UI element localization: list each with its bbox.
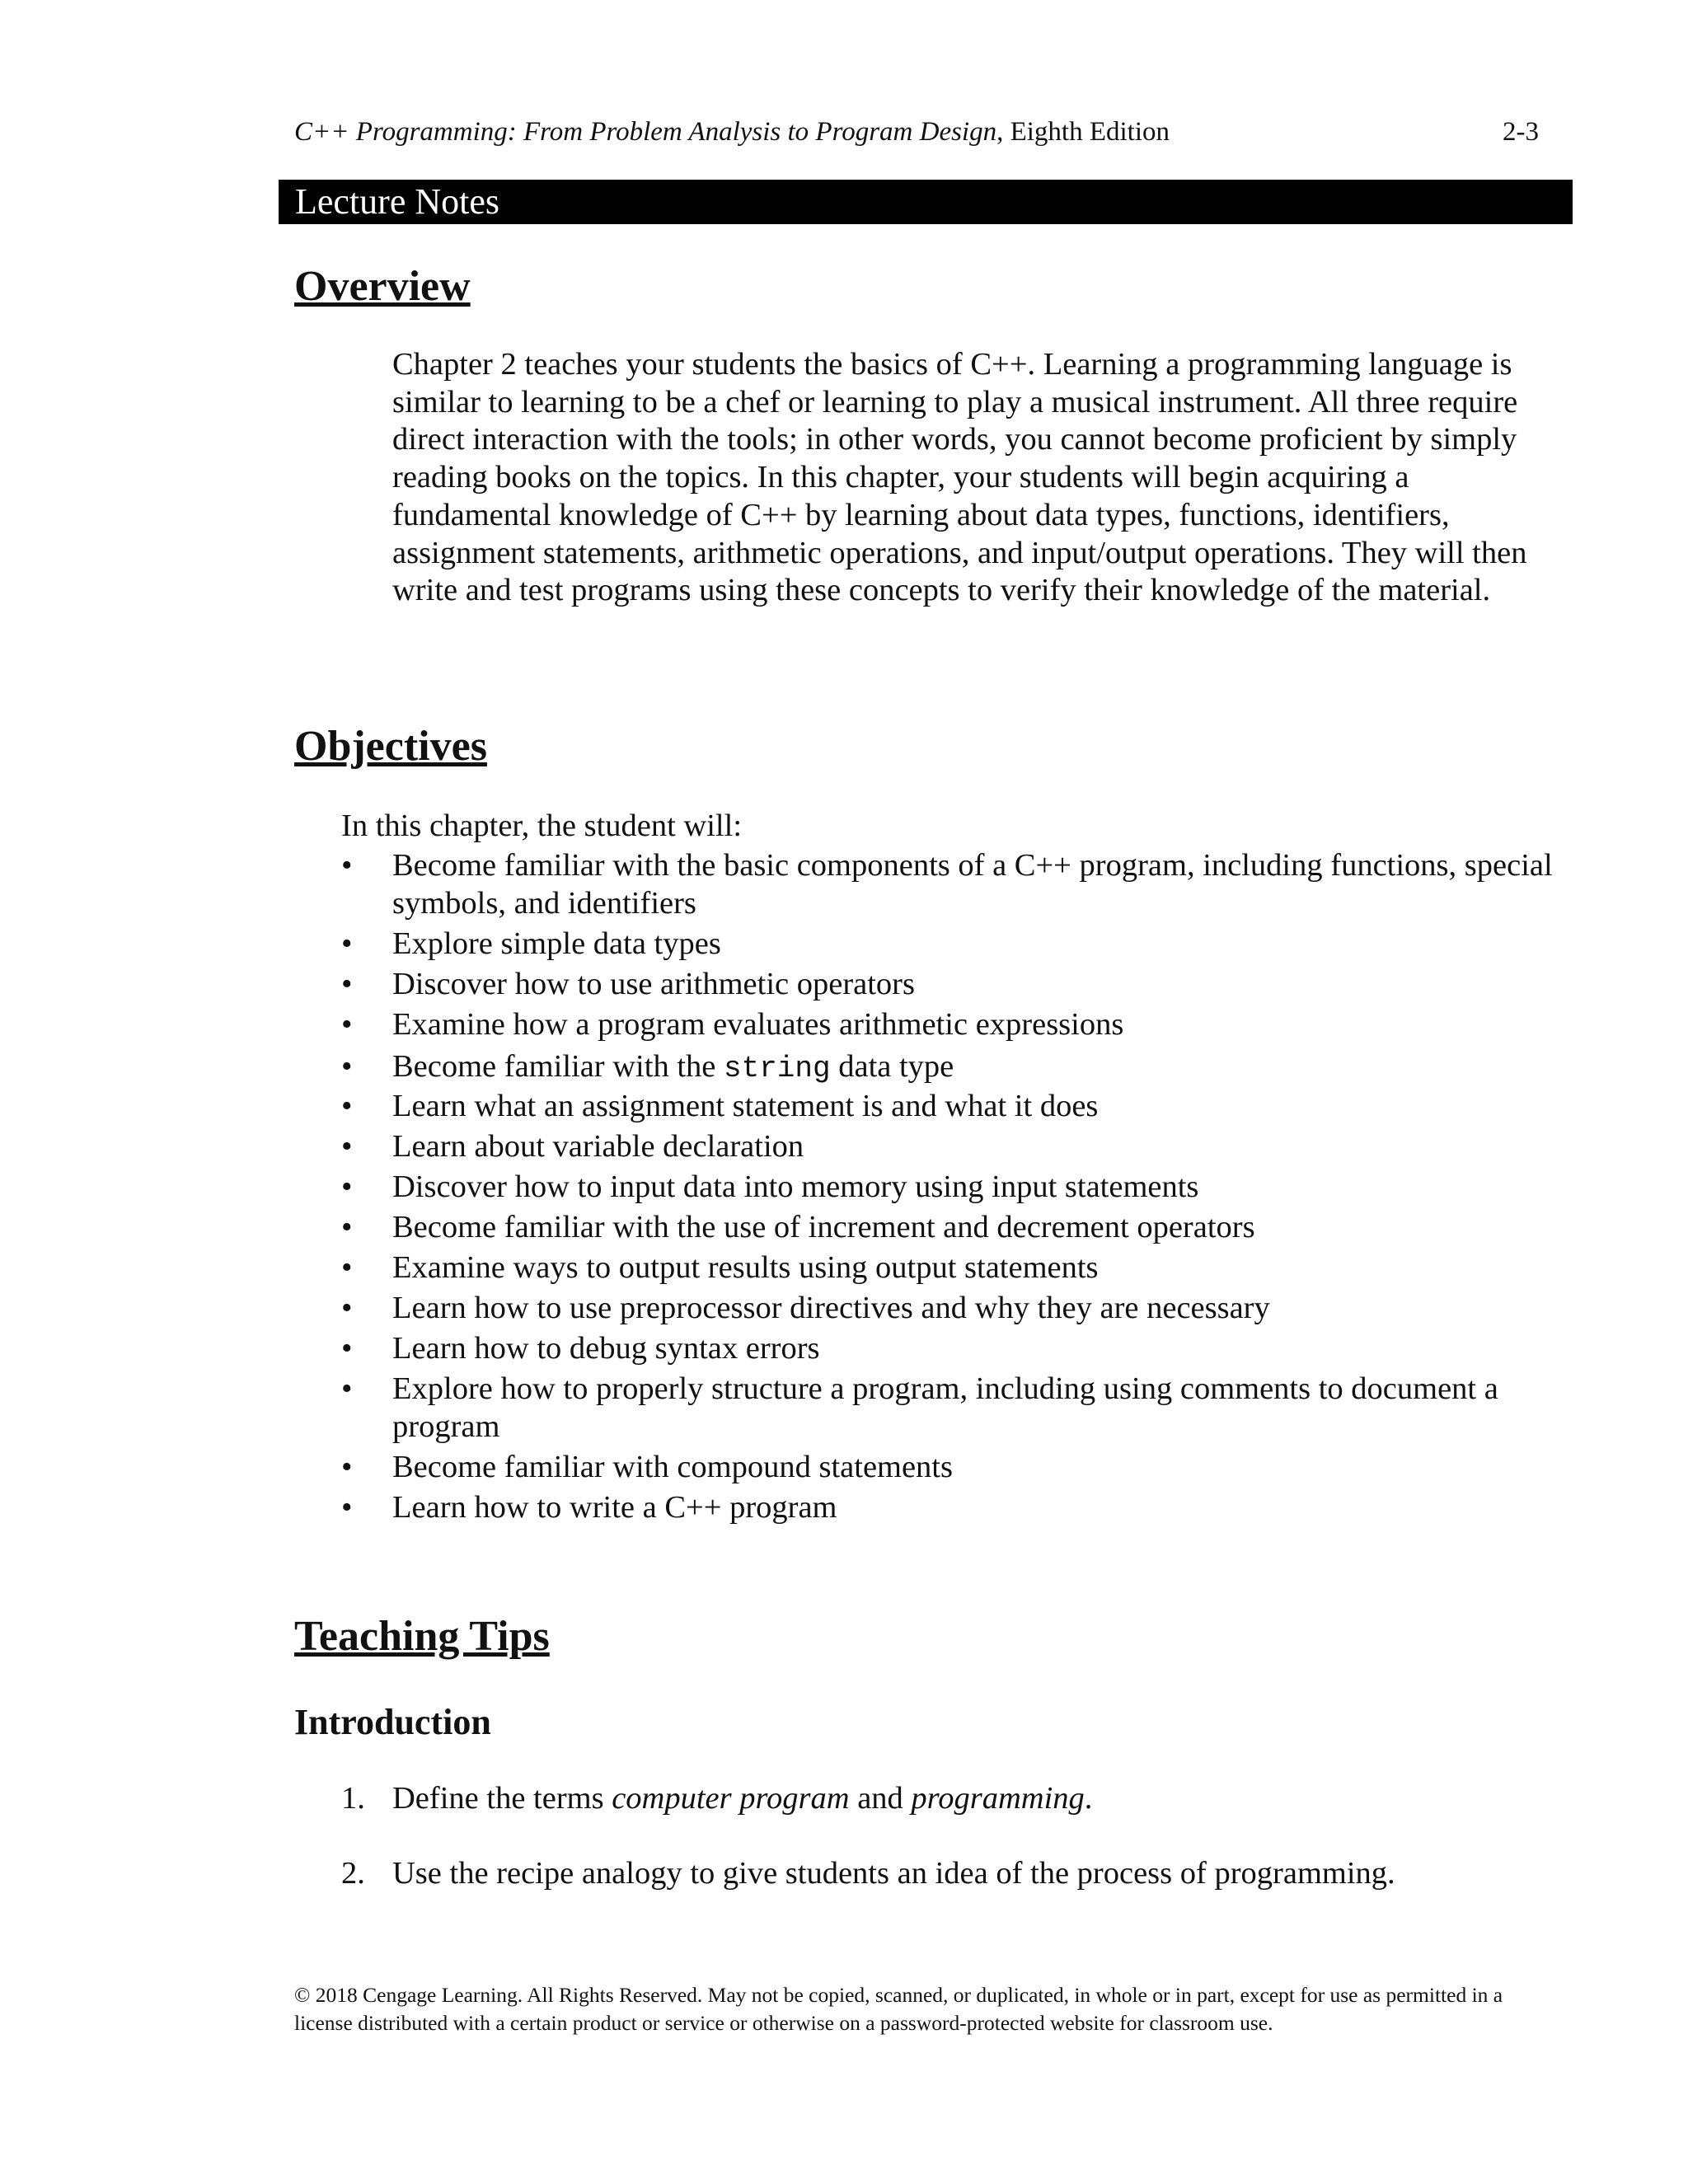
objective-text: Become familiar with the basic components of a C++ program, including functions, special symbols, and identifiers	[392, 848, 1553, 921]
objective-text: Explore simple data types	[392, 926, 721, 961]
objective-text: Learn how to write a C++ program	[392, 1490, 837, 1525]
term-computer-program: computer program	[612, 1781, 850, 1816]
objective-text: Learn about variable declaration	[392, 1129, 804, 1164]
bullet-icon: •	[341, 1007, 353, 1042]
bullet-icon: •	[341, 1450, 353, 1484]
step-number: 2.	[341, 1856, 365, 1891]
overview-paragraph: Chapter 2 teaches your students the basics of C++. Learning a programming language is similar to learning to be a chef or learning to play a musical instrument. All three require direct interaction with the tools; in other words, you cannot become proficient by simply reading books on the topics. In this chapter, your students will begin acquiring a fundamental knowledge of C++ by learning about data types, functions, identifiers, assignment statements, arithmetic operations, and input/output operations. They will then write and test programs using these concepts to verify their knowledge of the material.	[392, 347, 1527, 608]
term-programming: programming	[911, 1781, 1085, 1816]
objective-text: Explore how to properly structure a program, including using comments to document a program	[392, 1371, 1498, 1444]
objective-text-start: Become familiar with the	[392, 1049, 724, 1084]
page-number: 2-3	[1503, 117, 1539, 147]
step-text	[392, 1780, 1571, 1818]
bullet-icon: •	[341, 1089, 353, 1123]
objective-text: Discover how to use arithmetic operators	[392, 967, 915, 1001]
bullet-icon: •	[341, 1049, 353, 1084]
bullet-icon: •	[341, 1129, 353, 1164]
bullet-icon: •	[341, 1250, 353, 1285]
lecture-notes-banner: Lecture Notes	[279, 180, 1573, 224]
bullet-icon: •	[341, 1331, 353, 1366]
bullet-icon: •	[341, 926, 353, 961]
bullet-icon: •	[341, 1371, 353, 1406]
step-text-end: .	[1084, 1781, 1093, 1816]
bullet-icon: •	[341, 1490, 353, 1525]
bullet-icon: •	[341, 967, 353, 1001]
objective-text: Examine how a program evaluates arithmetic expressions	[392, 1007, 1124, 1042]
string-code: string	[723, 1052, 831, 1085]
objective-text	[392, 1048, 1571, 1088]
step-text-start: Define the terms	[392, 1781, 612, 1816]
step-text-middle: and	[849, 1781, 912, 1816]
book-title: C++ Programming: From Problem Analysis to Program Design	[294, 117, 997, 147]
introduction-subheading: Introduction	[294, 1702, 491, 1742]
objective-text-end: data type	[830, 1049, 954, 1084]
objective-text: Examine ways to output results using output statements	[392, 1250, 1099, 1285]
page-header	[294, 117, 1539, 153]
bullet-icon: •	[341, 1169, 353, 1204]
step-number: 1.	[341, 1781, 365, 1816]
objectives-heading: Objectives	[294, 723, 487, 770]
objective-text: Become familiar with compound statements	[392, 1450, 953, 1484]
objective-text: Become familiar with the use of increment and decrement operators	[392, 1210, 1255, 1244]
header-title	[294, 117, 1170, 148]
objective-text: Learn how to use preprocessor directives and why they are necessary	[392, 1291, 1270, 1325]
bullet-icon: •	[341, 848, 353, 883]
overview-heading: Overview	[294, 263, 471, 310]
teaching-tips-heading: Teaching Tips	[294, 1613, 550, 1660]
edition-label: , Eighth Edition	[996, 117, 1170, 147]
objective-text: Learn how to debug syntax errors	[392, 1331, 820, 1366]
copyright-footer: © 2018 Cengage Learning. All Rights Reserved. May not be copied, scanned, or duplicated, in whole or in part, except for use as permitted in a license distributed with a certain product or service or otherwise on a password-protected website for classroom use.	[294, 1983, 1503, 2035]
objectives-intro: In this chapter, the student will:	[341, 808, 743, 843]
objective-text: Discover how to input data into memory using input statements	[392, 1169, 1199, 1204]
bullet-icon: •	[341, 1210, 353, 1244]
step-text: Use the recipe analogy to give students an idea of the process of programming.	[392, 1856, 1395, 1891]
objective-text: Learn what an assignment statement is and what it does	[392, 1089, 1099, 1123]
bullet-icon: •	[341, 1291, 353, 1325]
